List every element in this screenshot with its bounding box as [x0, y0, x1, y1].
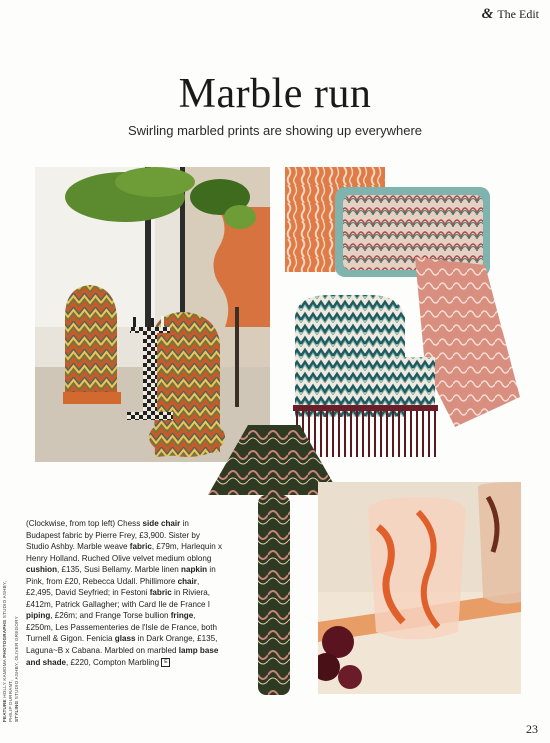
caption-product: lamp base and shade: [26, 646, 219, 667]
caption-product: fabric: [149, 588, 172, 598]
caption-product: napkin: [181, 565, 208, 575]
caption-text: , £2,495, David Seyfried; in Festoni: [26, 576, 200, 598]
caption-product: cushion: [26, 565, 58, 575]
article-subtitle: Swirling marbled prints are showing up everywhere: [127, 123, 423, 138]
product-caption: [26, 518, 222, 668]
end-mark-icon: E: [161, 658, 170, 667]
caption-product: side chair: [142, 519, 181, 528]
photo-chess-chairs: [35, 167, 270, 462]
caption-product: chair: [177, 576, 197, 586]
article-title: Marble run: [178, 71, 372, 117]
photo-chess-chairs-art: [35, 167, 270, 462]
section-tag: [482, 6, 539, 23]
caption-product: fabric: [129, 542, 152, 552]
photo-fenicia-glasses-art: [318, 482, 521, 694]
caption-product: piping: [26, 611, 51, 621]
caption-text: , £220, Compton Marbling: [66, 657, 162, 667]
caption-text: (Clockwise, from top left) Chess: [26, 519, 143, 528]
photo-credit: FEATURE HOLLY KAMOMA PHOTOGRAPHS STUDIO ASHBY, PHILIP DURRANT, STYLING STUDIO ASHBY, OLIVER GREGORY: [2, 580, 19, 722]
photo-fenicia-glasses: [318, 482, 521, 694]
caption-text: in Pink, from £20, Rebecca Udall. Phillimore: [26, 565, 216, 586]
section-label: The Edit: [497, 7, 539, 21]
caption-text: in Budapest fabric by Pierre Frey, £3,900. Sister by Studio Ashby. Marble weave: [26, 519, 200, 552]
page-number: 23: [526, 722, 538, 736]
caption-text: in Dark Orange, £135, Laguna~B x Cabana. Marbled on marbled: [26, 634, 218, 656]
section-symbol: &: [481, 6, 494, 22]
caption-text: in Riviera, £412m, Patrick Gallagher; with Card Ile de France I: [26, 588, 211, 609]
caption-text: , £135, Susi Bellamy. Marble linen: [57, 565, 182, 575]
caption-product: glass: [114, 634, 136, 644]
caption-text: , £79m, Harlequin x Henry Holland. Ruched Olive velvet medium oblong: [26, 542, 223, 563]
caption-product: fringe: [170, 611, 194, 621]
caption-text: , £26m; and Frange Torse bullion: [50, 611, 171, 621]
caption-text: , £250m, Les Passementeries de l'Isle de France, both Turnell & Gigon. Fenicia: [26, 611, 217, 644]
